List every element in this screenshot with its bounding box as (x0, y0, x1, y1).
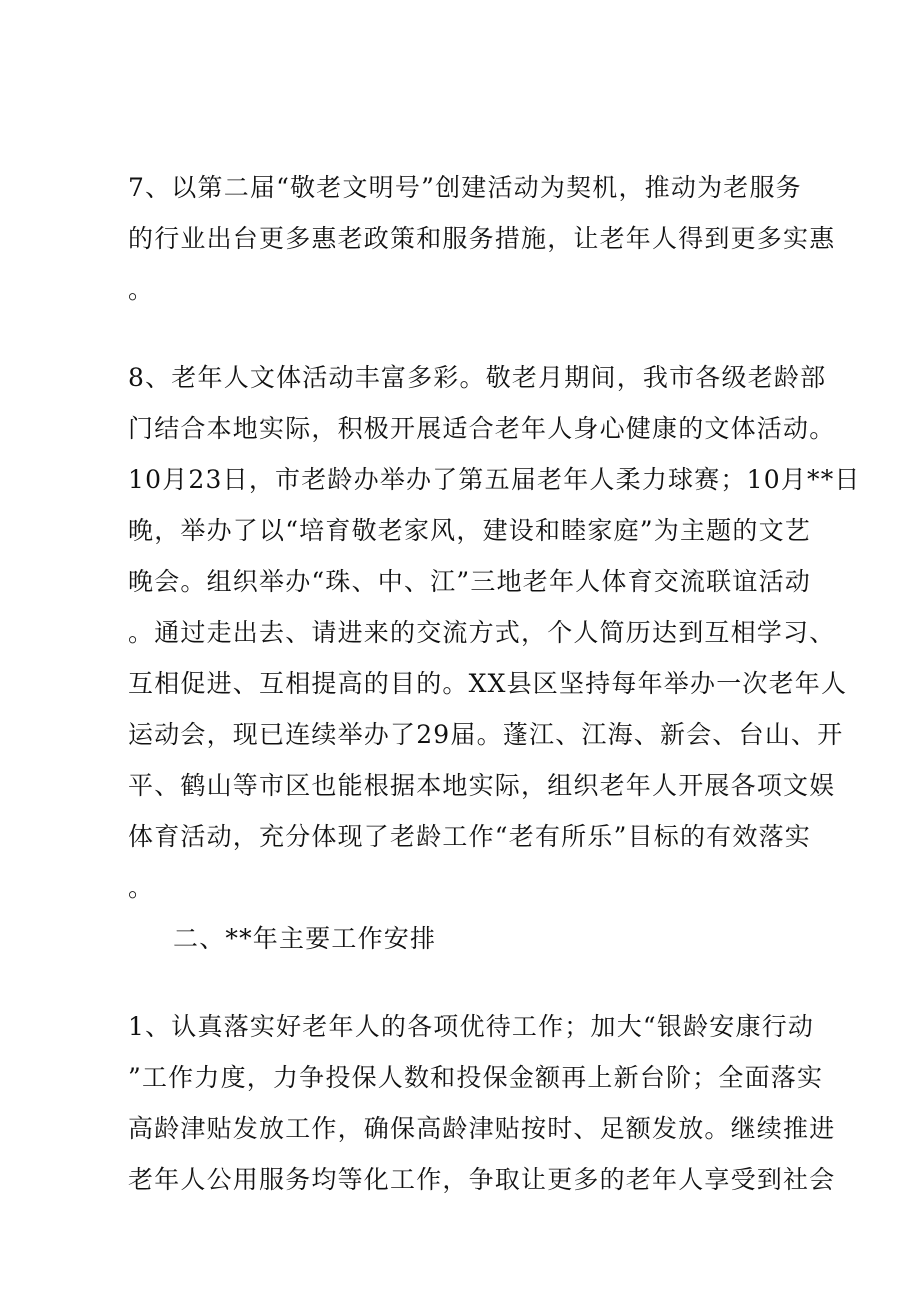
text-line: 体育活动，充分体现了老龄工作“老有所乐”目标的有效落实 (128, 822, 811, 851)
text-line: 平、鹤山等市区也能根据本地实际，组织老年人开展各项文娱 (128, 771, 836, 800)
text-line: 的行业出台更多惠老政策和服务措施，让老年人得到更多实惠 (128, 224, 836, 253)
text-line: 门结合本地实际，积极开展适合老年人身心健康的文体活动。 (128, 414, 836, 443)
text-line: 10月23日，市老龄办举办了第五届老年人柔力球赛；10月**日 (128, 465, 861, 494)
text-line: 高龄津贴发放工作，确保高龄津贴按时、足额发放。继续推进 (128, 1114, 836, 1143)
text-line: 8、老年人文体活动丰富多彩。敬老月期间，我市各级老龄部 (128, 363, 827, 392)
text-line: 。 (128, 873, 155, 902)
text-line: 。 (128, 275, 155, 304)
text-line: 晚会。组织举办“珠、中、江”三地老年人体育交流联谊活动 (128, 567, 811, 596)
text-line: 。通过走出去、请进来的交流方式，个人简历达到互相学习、 (128, 618, 836, 647)
text-line: ”工作力度，力争投保人数和投保金额再上新台阶；全面落实 (128, 1063, 824, 1092)
text-line: 晚，举办了以“培育敬老家风，建设和睦家庭”为主题的文艺 (128, 516, 811, 545)
text-line: 老年人公用服务均等化工作，争取让更多的老年人享受到社会 (128, 1165, 836, 1194)
text-line: 7、以第二届“敬老文明号”创建活动为契机，推动为老服务 (128, 173, 802, 202)
text-line: 互相促进、互相提高的目的。XX县区坚持每年举办一次老年人 (128, 669, 848, 698)
text-line: 运动会，现已连续举办了29届。蓬江、江海、新会、台山、开 (128, 720, 844, 749)
text-line: 1、认真落实好老年人的各项优待工作；加大“银龄安康行动 (128, 1012, 815, 1041)
section-heading: 二、**年主要工作安排 (173, 924, 437, 953)
